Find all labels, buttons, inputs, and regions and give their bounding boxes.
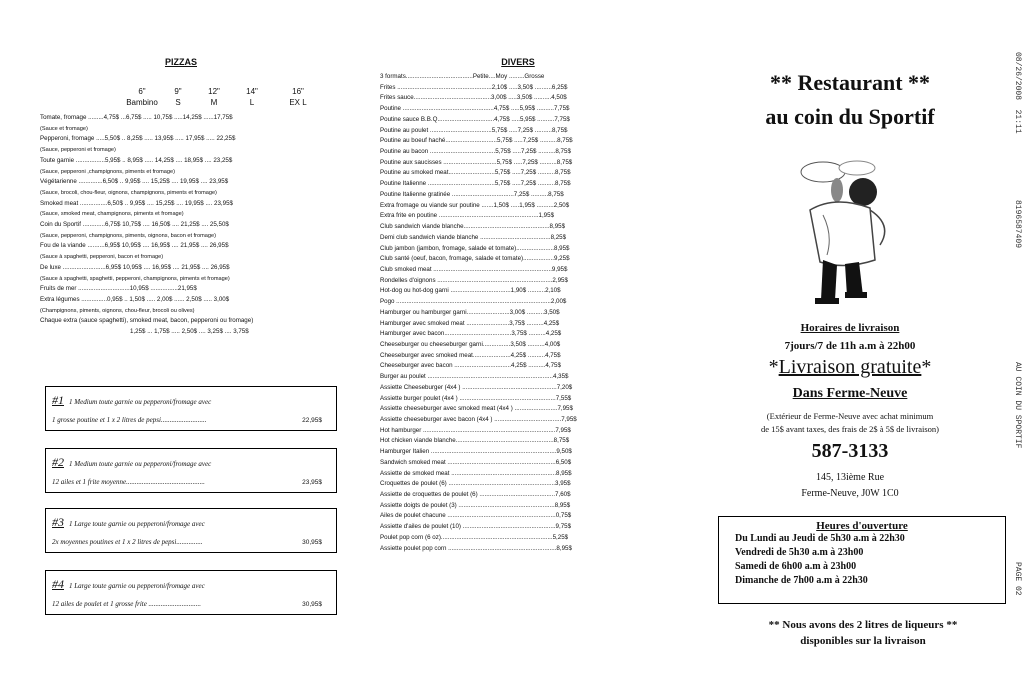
divers-row: Hamburger avec smoked meat .........................3,75$ ..........4,25$ — [380, 319, 560, 327]
pizza-size-columns — [36, 86, 326, 110]
pizza-description: (Sauce à spaghetti, pepperoni, bacon et fromage) — [40, 254, 164, 261]
hours-row: Dimanche de 7h00 a.m à 22h30 — [735, 575, 868, 586]
divers-row: Club jambon (jambon, fromage, salade et tomate)......................8,95$ — [380, 244, 570, 252]
pizza-row: Fruits de mer ..............................10,95$ ................21,95$ — [40, 285, 197, 293]
combo-number: #4 — [52, 577, 64, 591]
combo-line1: #3 1 Large toute garnie ou pepperoni/fromage avec — [52, 515, 205, 529]
divers-row: Poutine au boeuf haché..............................5,75$ .....7,25$ ..........8,75$ — [380, 137, 573, 145]
divers-row: 3 formats.......................................Petite....Moy .........Grosse — [380, 73, 545, 80]
pizza-price-list — [40, 113, 330, 338]
pizza-row: De luxe .........................6,95$ 10,95$ .... 16,95$ .... 21,95$ .... 26,95$ — [40, 263, 230, 271]
combo-number: #3 — [52, 515, 64, 529]
divers-row: Hamburger ou hamburger garni.........................3,00$ ..........3,50$ — [380, 308, 560, 316]
pizza-row: Tomate, fromage .........4,75$ ...6,75$ ..... 10,75$ .....14,25$ ......17,75$ — [40, 114, 233, 121]
combo-price: 22,95$ — [302, 417, 322, 424]
combo-box — [45, 448, 337, 493]
hours-row: Samedi de 6h00 a.m à 23h00 — [735, 561, 857, 572]
divers-price-list — [380, 72, 658, 554]
divers-row: Cheeseburger ou cheeseburger garni................3,50$ ..........4,00$ — [380, 340, 561, 348]
combo-line1: #2 1 Medium toute garnie ou pepperoni/fromage avec — [52, 455, 212, 469]
divers-row: Assiette doigts de poulet (3) ........................................................8,95$ — [380, 501, 571, 509]
combo-number: #2 — [52, 455, 64, 469]
size-col-l: 14" L — [246, 87, 258, 107]
opening-hours-title: Heures d'ouverture — [816, 520, 908, 532]
combo-line2: 12 ailes et 1 frite moyenne............................................. — [52, 478, 205, 486]
combo-number: #1 — [52, 393, 64, 407]
divers-row: Poutine au poulet ....................................5,75$ .....7,25$ ..........8,75$ — [380, 126, 568, 134]
divers-row: Frites .......................................................2,10$ .....3,50$ ..........6,25$ — [380, 83, 568, 91]
combo-line2: 1 grosse poutine et 1 x 2 litres de pepsi.......................... — [52, 416, 207, 424]
hours-row: Vendredi de 5h30 a.m à 23h00 — [735, 547, 864, 558]
divers-row: Assiette Cheeseburger (4x4 ) .......................................................7,20$ — [380, 383, 573, 391]
divers-row: Burger au poulet .........................................................................4,35$ — [380, 373, 569, 381]
divers-row: Ailes de poulet chacune ...............................................................0,75$ — [380, 512, 572, 520]
divers-row: Assiette de smoked meat .............................................................8,95$ — [380, 469, 572, 477]
pizza-row: Extra légumes ...............0,95$ .. 1,50$ ..... 2,00$ ...... 2,50$ ..... 3,00$ — [40, 295, 230, 303]
divers-row: Hot-dog ou hot-dog garni ...................................1,90$ ..........2,10$ — [380, 287, 561, 295]
divers-row: Rondelles d'oignons ...................................................................2,95$ — [380, 276, 568, 284]
pizza-description: (Sauce et fromage) — [40, 125, 88, 132]
pizzas-heading: PIZZAS — [164, 57, 197, 67]
divers-row: Club smoked meat .....................................................................9,95$ — [380, 265, 568, 273]
divers-row: Frites sauce.............................................3,00$ .....3,50$ ..........4,50$ — [380, 94, 567, 102]
divers-row: Demi club sandwich viande blanche .........................................8,25$ — [380, 233, 567, 241]
pizza-row: Fou de la viande ..........6,95$ 10,95$ .... 16,95$ .... 21,95$ .... 26,95$ — [40, 242, 229, 250]
combo-line1: #1 1 Medium toute garnie ou pepperoni/fromage avec — [52, 393, 212, 407]
divers-row: Cheeseburger avec bacon .................................4,25$ ..........4,75$ — [380, 362, 561, 370]
divers-row: Assiette poulet pop corn ...............................................................8,95$ — [380, 544, 572, 552]
pizza-description: (Champignons, piments, oignons, chou-fleur, brocoli ou olives) — [40, 307, 195, 314]
divers-row: Poutine au smoked meat...........................5,75$ .....7,25$ ..........8,75$ — [380, 169, 571, 177]
opening-hours-box — [718, 516, 1006, 604]
pizza-description: (Sauce, pepperoni, champignons, piments, oignons, bacon et fromage) — [40, 232, 216, 239]
pizza-description: (Sauce, pepperoni et fromage) — [40, 147, 116, 154]
divers-row: Assiette cheeseburger avec smoked meat (4x4 ) .........................7,95$ — [380, 405, 573, 413]
divers-heading: DIVERS — [501, 57, 535, 67]
pizza-row: Pepperoni, fromage .....5,50$ .. 8,25$ ..... 13,95$ ..... 17,95$ ..... 22,25$ — [40, 135, 236, 143]
divers-row: Assiette burger poulet (4x4 ) ........................................................7,55$ — [380, 394, 572, 402]
phone-number[interactable]: 587-3133 — [811, 440, 889, 462]
divers-row: Assiette cheeseburger avec bacon (4x4 ) .......................................7,95$ — [380, 416, 577, 423]
pizza-row: Smoked meat ................6,50$ .. 9,95$ .... 15,25$ .... 19,95$ .... 23,95$ — [40, 199, 233, 207]
divers-row: Extra fromage ou viande sur poutine .......1,50$ .....1,95$ ..........2,50$ — [380, 201, 570, 209]
size-col-exl: 16" EX L — [289, 87, 307, 107]
size-col-m: 12" M — [208, 87, 220, 107]
divers-row: Hamburger Italien .........................................................................9,50$ — [380, 448, 572, 456]
divers-row: Poutine au bacon ......................................5,75$ .....7,25$ ..........8,75$ — [380, 148, 571, 156]
fax-number: 8196587409 — [1013, 200, 1022, 249]
pizza-extra-prices: 1,25$ ... 1,75$ ..... 2,50$ .... 3,25$ .... 3,75$ — [130, 328, 249, 336]
pizza-description: (Sauce, smoked meat, champignons, piments et fromage) — [40, 211, 184, 218]
delivery-town: Dans Ferme-Neuve — [792, 386, 908, 401]
combo-line2: 2x moyennes poutines et 1 x 2 litres de pepsi............... — [52, 538, 203, 546]
divers-row: Poutine Italienne .......................................5,75$ .....7,25$ ..........8,75$ — [380, 180, 571, 188]
combo-line1: #4 1 Large toute garnie ou pepperoni/fromage avec — [52, 577, 205, 591]
size-col-s: 9" S — [174, 87, 182, 107]
fax-date: 08/26/2008 21:11 — [1013, 52, 1022, 134]
delivery-hours: 7jours/7 de 11h a.m à 22h00 — [784, 340, 916, 352]
pizza-description: (Sauce à spaghetti, spaghetti, pepperoni, champignons, piments et fromage) — [40, 275, 230, 282]
fax-page: PAGE 02 — [1013, 562, 1022, 596]
divers-row: Hot chicken viande blanche.........................................................8,75$ — [380, 437, 570, 445]
divers-row: Assiette de croquettes de poulet (6) ............................................7,60$ — [380, 491, 571, 499]
chef-illustration — [775, 150, 905, 310]
pizza-row: Coin du Sportif .............6,75$ 10,75$ .... 16,50$ .... 21,25$ .... 25,50$ — [40, 221, 229, 229]
divers-row: Cheeseburger avec smoked meat......................4,25$ ..........4,75$ — [380, 351, 561, 359]
divers-row: Club santé (oeuf, bacon, fromage, salade et tomate)..................9,25$ — [380, 255, 570, 263]
pizza-row: Chaque extra (sauce spaghetti), smoked meat, bacon, pepperoni ou fromage) — [40, 317, 254, 325]
combo-price: 30,95$ — [302, 601, 322, 608]
pizza-description: (Sauce, pepperoni ,champignons, piments et fromage) — [40, 168, 175, 175]
pizza-row: Végétarienne ..............6,50$ .. 9,95$ .... 15,25$ .... 19,95$ .... 23,95$ — [40, 178, 229, 186]
exterior-delivery-note: (Extérieur de Ferme-Neuve avec achat minimum de 15$ avant taxes, des frais de 2$ à 5$ de livraison) — [761, 411, 939, 434]
divers-row: Poutine sauce B.B.Q.................................4,75$ .....5,95$ ..........7,75$ — [380, 115, 570, 123]
hours-row: Du Lundi au Jeudi de 5h30 a.m à 22h30 — [735, 533, 905, 544]
combo-price: 23,95$ — [302, 479, 322, 486]
free-delivery: *Livraison gratuite* — [768, 356, 932, 378]
delivery-hours-heading: Horaires de livraison — [800, 322, 900, 334]
pizza-row: Toute garnie .................5,95$ .. 8,95$ ..... 14,25$ .... 18,95$ .... 23,25$ — [40, 156, 233, 164]
divers-row: Poulet pop corn (6 oz).................................................................5,25$ — [380, 533, 569, 541]
divers-row: Extra frite en poutine ..........................................................1,95$ — [380, 212, 555, 220]
divers-row: Poutine aux saucisses ...............................5,75$ .....7,25$ ..........8,75$ — [380, 158, 573, 166]
liquor-note: ** Nous avons des 2 litres de liqueurs ** disponibles sur la livraison — [768, 619, 958, 647]
fax-sender: AU COIN DU SPORTIF — [1013, 362, 1022, 449]
divers-row: Poutine Italienne gratinée ....................................7,25$ ..........8,75$ — [380, 190, 564, 198]
size-col-bambino: 6" Bambino — [126, 87, 158, 107]
divers-row: Club sandwich viande blanche..................................................8,95$ — [380, 223, 566, 231]
divers-row: Hot hamburger .............................................................................7,95$ — [380, 426, 571, 434]
divers-row: Poutine .....................................................4,75$ .....5,95$ ..........7,75$ — [380, 105, 570, 113]
divers-row: Hamburger avec bacon.......................................3,75$ ..........4,25$ — [380, 330, 562, 338]
pizza-description: (Sauce, brocoli, chou-fleur, oignons, champignons, piments et fromage) — [40, 189, 217, 196]
divers-row: Sandwich smoked meat ...............................................................6,50$ — [380, 458, 572, 466]
combo-box — [45, 570, 337, 615]
divers-row: Pogo ..........................................................................................2,00$ — [380, 298, 567, 306]
combo-price: 30,95$ — [302, 539, 322, 546]
combo-box — [45, 508, 337, 553]
restaurant-title: ** Restaurant ** — [769, 70, 931, 95]
divers-row: Croquettes de poulet (6) ..............................................................3,95$ — [380, 480, 571, 488]
combo-box — [45, 386, 337, 431]
address: 145, 13ième Rue Ferme-Neuve, J0W 1C0 — [801, 472, 899, 499]
divers-row: Assiette d'ailes de poulet (10) ......................................................9,75$ — [380, 523, 572, 531]
combo-line2: 12 ailes de poulet et 1 grosse frite .............................. — [52, 600, 202, 608]
restaurant-subtitle: au coin du Sportif — [765, 104, 935, 129]
